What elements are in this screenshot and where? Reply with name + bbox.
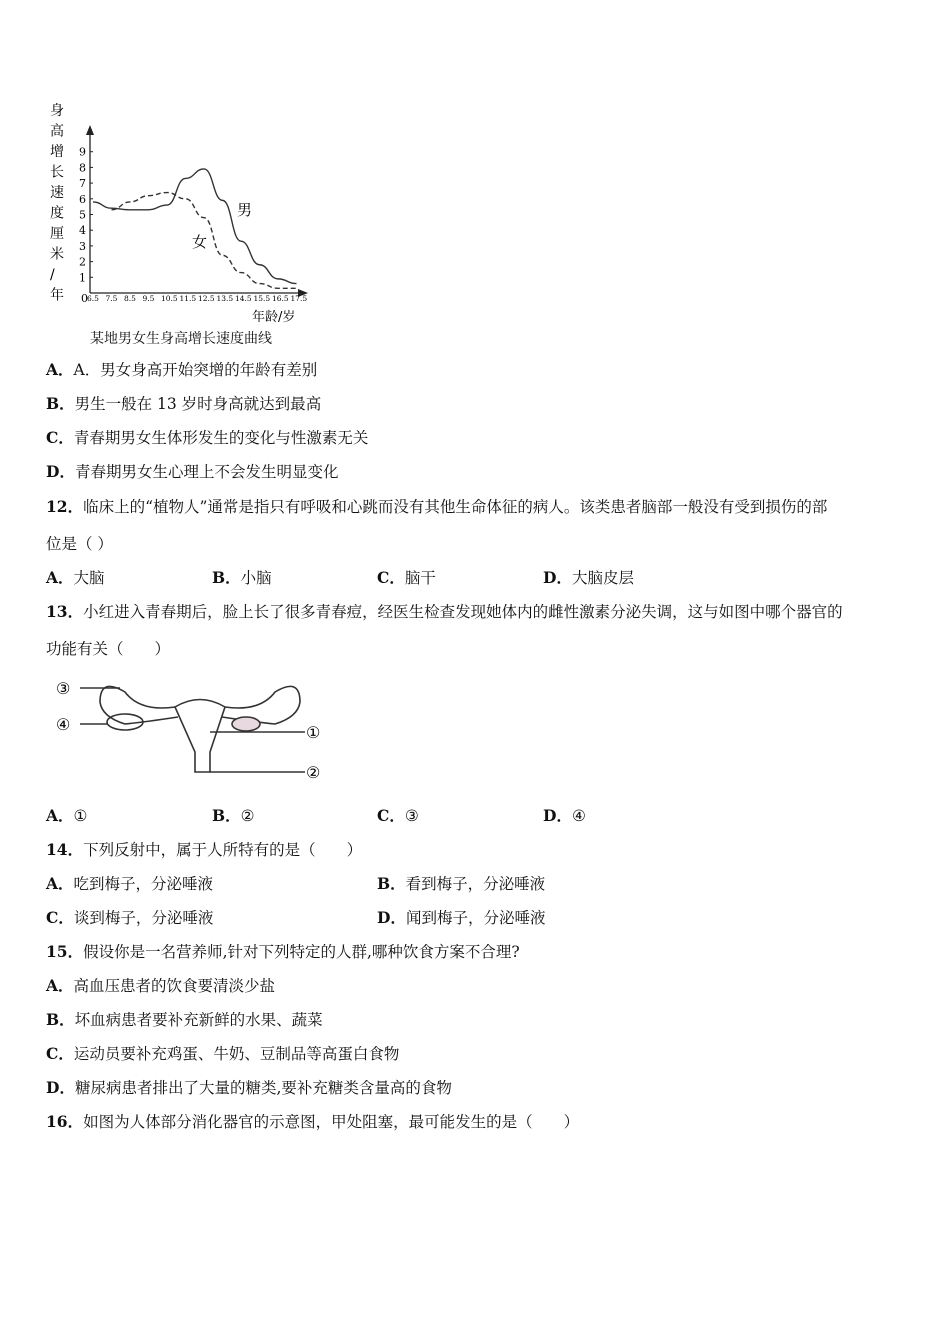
q11-option-b[interactable]: B．男生一般在 13 岁时身高就达到最高: [46, 394, 322, 413]
q13-stem-line2: 功能有关（ ）: [46, 640, 171, 658]
y-axis-arrow: [86, 125, 94, 135]
y-axis-label-char: /: [50, 267, 55, 283]
q14-option-a[interactable]: A．吃到梅子，分泌唾液: [46, 874, 214, 893]
y-axis-label-char: 米: [50, 246, 64, 263]
q13-stem-line1: 13．小红进入青春期后，脸上长了很多青春痘，经医生检查发现她体内的雌性激素分泌失调，这与如图中哪个器官的: [46, 602, 843, 621]
x-tick-label: 13.5: [216, 294, 234, 303]
y-tick-label: 2: [79, 255, 86, 269]
x-tick-label: 15.5: [253, 294, 271, 303]
q13-option-c[interactable]: C．③: [377, 806, 419, 825]
x-tick-label: 10.5: [161, 294, 178, 303]
x-tick-label: 17.5: [290, 294, 308, 303]
y-tick-label: 7: [79, 177, 86, 191]
height-growth-chart: [40, 95, 320, 330]
label-2: ②: [306, 763, 321, 782]
y-tick-label: 1: [79, 271, 86, 285]
q14-option-b[interactable]: B．看到梅子，分泌唾液: [377, 874, 546, 893]
y-tick-label: 6: [79, 192, 86, 206]
q13-option-d[interactable]: D．④: [543, 806, 586, 825]
x-tick-label: 8.5: [124, 294, 136, 303]
x-tick-label: 12.5: [198, 294, 215, 303]
q12-stem-line2: 位是（ ）: [46, 535, 113, 553]
q12-stem-line1: 12．临床上的“植物人”通常是指只有呼吸和心跳而没有其他生命体征的病人。该类患者脑部一般没有受到损伤的部: [46, 497, 828, 516]
x-tick-label: 11.5: [179, 294, 197, 303]
q11-option-c[interactable]: C．青春期男女生体形发生的变化与性激素无关: [46, 428, 369, 447]
y-tick-label: 4: [79, 224, 86, 238]
q12-option-d[interactable]: D．大脑皮层: [543, 568, 634, 587]
x-tick-label: 6.5: [87, 294, 99, 303]
y-axis-label-char: 增: [50, 144, 64, 160]
q15-option-a[interactable]: A．高血压患者的饮食要清淡少盐: [46, 976, 276, 995]
q13-option-b[interactable]: B．②: [212, 806, 255, 825]
q12-option-b[interactable]: B．小脑: [212, 568, 272, 587]
y-axis-label-char: 高: [50, 123, 64, 140]
q15-option-b[interactable]: B．坏血病患者要补充新鲜的水果、蔬菜: [46, 1010, 323, 1029]
q14-option-c[interactable]: C．谈到梅子，分泌唾液: [46, 908, 214, 927]
q16-stem: 16．如图为人体部分消化器官的示意图，甲处阻塞，最可能发生的是（ ）: [46, 1112, 580, 1131]
label-3: ③: [56, 679, 71, 698]
legend-male: 男: [237, 201, 253, 219]
x-axis-label: 年龄/岁: [252, 310, 296, 325]
q15-stem: 15．假设你是一名营养师,针对下列特定的人群,哪种饮食方案不合理?: [46, 942, 520, 961]
series-line-male: [93, 169, 297, 284]
q13-option-a[interactable]: A．①: [46, 806, 88, 825]
y-axis-label-char: 年: [50, 287, 64, 304]
origin-label: 0: [81, 292, 88, 305]
x-tick-label: 16.5: [272, 294, 289, 303]
q12-option-c[interactable]: C．脑干: [377, 568, 436, 587]
y-axis-label-char: 速: [50, 185, 64, 201]
y-tick-label: 9: [79, 145, 86, 159]
label-1: ①: [306, 723, 321, 742]
q15-option-c[interactable]: C．运动员要补充鸡蛋、牛奶、豆制品等高蛋白食物: [46, 1044, 400, 1063]
y-tick-label: 5: [79, 208, 86, 222]
y-axis-label-char: 厘: [50, 226, 64, 242]
q11-option-a[interactable]: A．A．男女身高开始突增的年龄有差别: [46, 360, 318, 379]
chart-title: 某地男女生身高增长速度曲线: [90, 331, 272, 347]
female-reproductive-diagram: [50, 672, 330, 787]
y-axis-label-char: 身: [50, 103, 64, 119]
y-axis-label-char: 度: [50, 205, 64, 222]
q12-option-a[interactable]: A．大脑: [46, 568, 105, 587]
q11-option-d[interactable]: D．青春期男女生心理上不会发生明显变化: [46, 462, 339, 481]
x-tick-label: 9.5: [142, 294, 155, 303]
label-4: ④: [56, 715, 71, 734]
y-tick-label: 8: [79, 161, 86, 175]
y-tick-label: 3: [79, 239, 86, 253]
q14-stem: 14．下列反射中，属于人所特有的是（ ）: [46, 840, 363, 859]
x-tick-label: 14.5: [235, 294, 252, 303]
q14-option-d[interactable]: D．闻到梅子，分泌唾液: [377, 908, 546, 927]
y-axis-label-char: 长: [50, 164, 64, 181]
legend-female: 女: [192, 233, 208, 251]
x-tick-label: 7.5: [105, 294, 118, 303]
q15-option-d[interactable]: D．糖尿病患者排出了大量的糖类,要补充糖类含量高的食物: [46, 1078, 452, 1097]
